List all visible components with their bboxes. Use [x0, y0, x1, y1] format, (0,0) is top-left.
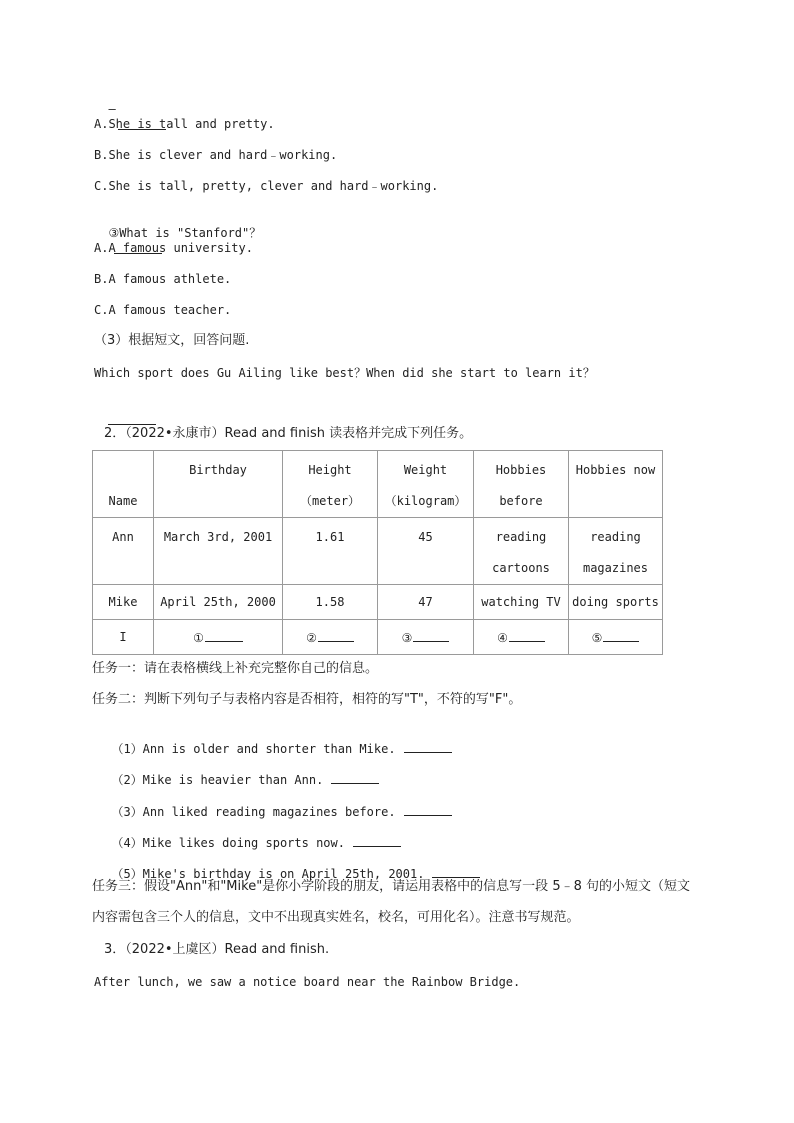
cell-weight: 47: [378, 585, 474, 620]
header-hobbies-before: Hobbies before: [474, 451, 569, 518]
cell-hobbies-now: doing sports: [569, 585, 663, 620]
statement-3: （3）Ann liked reading magazines before.: [97, 787, 452, 820]
header-birthday: Birthday: [154, 451, 283, 518]
header-weight: Weight （kilogram）: [378, 451, 474, 518]
answer-blank[interactable]: [353, 834, 401, 847]
statement-4: （4）Mike likes doing sports now.: [97, 818, 401, 851]
task-3-line-1: 任务三：假设"Ann"和"Mike"是你小学阶段的朋友，请运用表格中的信息写一段 5﹣8 句的小短文（短文: [92, 879, 690, 894]
cell-height: 1.61: [283, 518, 378, 585]
header-hobbies-now: Hobbies now: [569, 451, 663, 518]
answer-blank[interactable]: [331, 771, 379, 784]
cell-birthday: April 25th, 2000: [154, 585, 283, 620]
task-1: 任务一：请在表格横线上补充完整你自己的信息。: [92, 661, 379, 676]
option-c: C.She is tall, pretty, clever and hard﹣working.: [94, 179, 439, 193]
table-header-row: [93, 451, 663, 518]
answer-blank[interactable]: [432, 865, 480, 878]
cell-height: 1.58: [283, 585, 378, 620]
question-3-heading: 3．（2022•上虞区）Read and finish.: [104, 942, 330, 957]
question-2-heading: 2．（2022•永康市）Read and finish 读表格并完成下列任务。: [104, 426, 473, 441]
table-row: [93, 585, 663, 620]
option-a: A.She is tall and pretty.: [94, 117, 275, 131]
part-3-answer-line: [94, 396, 156, 429]
task-2: 任务二：判断下列句子与表格内容是否相符，相符的写"T"，不符的写"F"。: [92, 692, 522, 707]
cell-weight[interactable]: ③: [378, 620, 474, 655]
cell-birthday: March 3rd, 2001: [154, 518, 283, 585]
table-row: [93, 518, 663, 585]
cell-weight: 45: [378, 518, 474, 585]
statement-1: （1）Ann is older and shorter than Mike.: [97, 724, 452, 757]
info-table: [92, 450, 663, 655]
cell-name: Ann: [93, 518, 154, 585]
answer-blank[interactable]: [108, 412, 156, 425]
table-row: [93, 620, 663, 655]
cell-hobbies-now[interactable]: ⑤: [569, 620, 663, 655]
option-a: A.A famous university.: [94, 241, 253, 255]
statement-5: （5）Mike's birthday is on April 25th, 2001.: [97, 849, 480, 882]
cell-hobbies-before: reading cartoons: [474, 518, 569, 585]
dash-mark: —: [108, 102, 116, 116]
cell-name: Mike: [93, 585, 154, 620]
option-c: C.A famous teacher.: [94, 303, 232, 317]
part-3-question: Which sport does Gu Ailing like best？When did she start to learn it？: [94, 366, 595, 380]
cell-name: I: [93, 620, 154, 655]
statement-2: （2）Mike is heavier than Ann.: [97, 755, 379, 788]
cell-hobbies-before[interactable]: ④: [474, 620, 569, 655]
answer-blank[interactable]: [404, 803, 452, 816]
part-3-heading: （3）根据短文，回答问题.: [94, 333, 250, 348]
cell-hobbies-now: reading magazines: [569, 518, 663, 585]
answer-blank[interactable]: [404, 740, 452, 753]
option-b: B.A famous athlete.: [94, 272, 232, 286]
question-3-text: ③What is "Stanford"？: [108, 226, 262, 240]
header-name: Name: [93, 451, 154, 518]
option-b: B.She is clever and hard﹣working.: [94, 148, 338, 162]
cell-hobbies-before: watching TV: [474, 585, 569, 620]
cell-birthday[interactable]: ①: [154, 620, 283, 655]
header-height: Height （meter）: [283, 451, 378, 518]
passage-line: After lunch, we saw a notice board near the Rainbow Bridge.: [94, 975, 521, 989]
task-3-line-2: 内容需包含三个人的信息，文中不出现真实姓名，校名，可用化名）。注意书写规范。: [92, 910, 580, 925]
cell-height[interactable]: ②: [283, 620, 378, 655]
